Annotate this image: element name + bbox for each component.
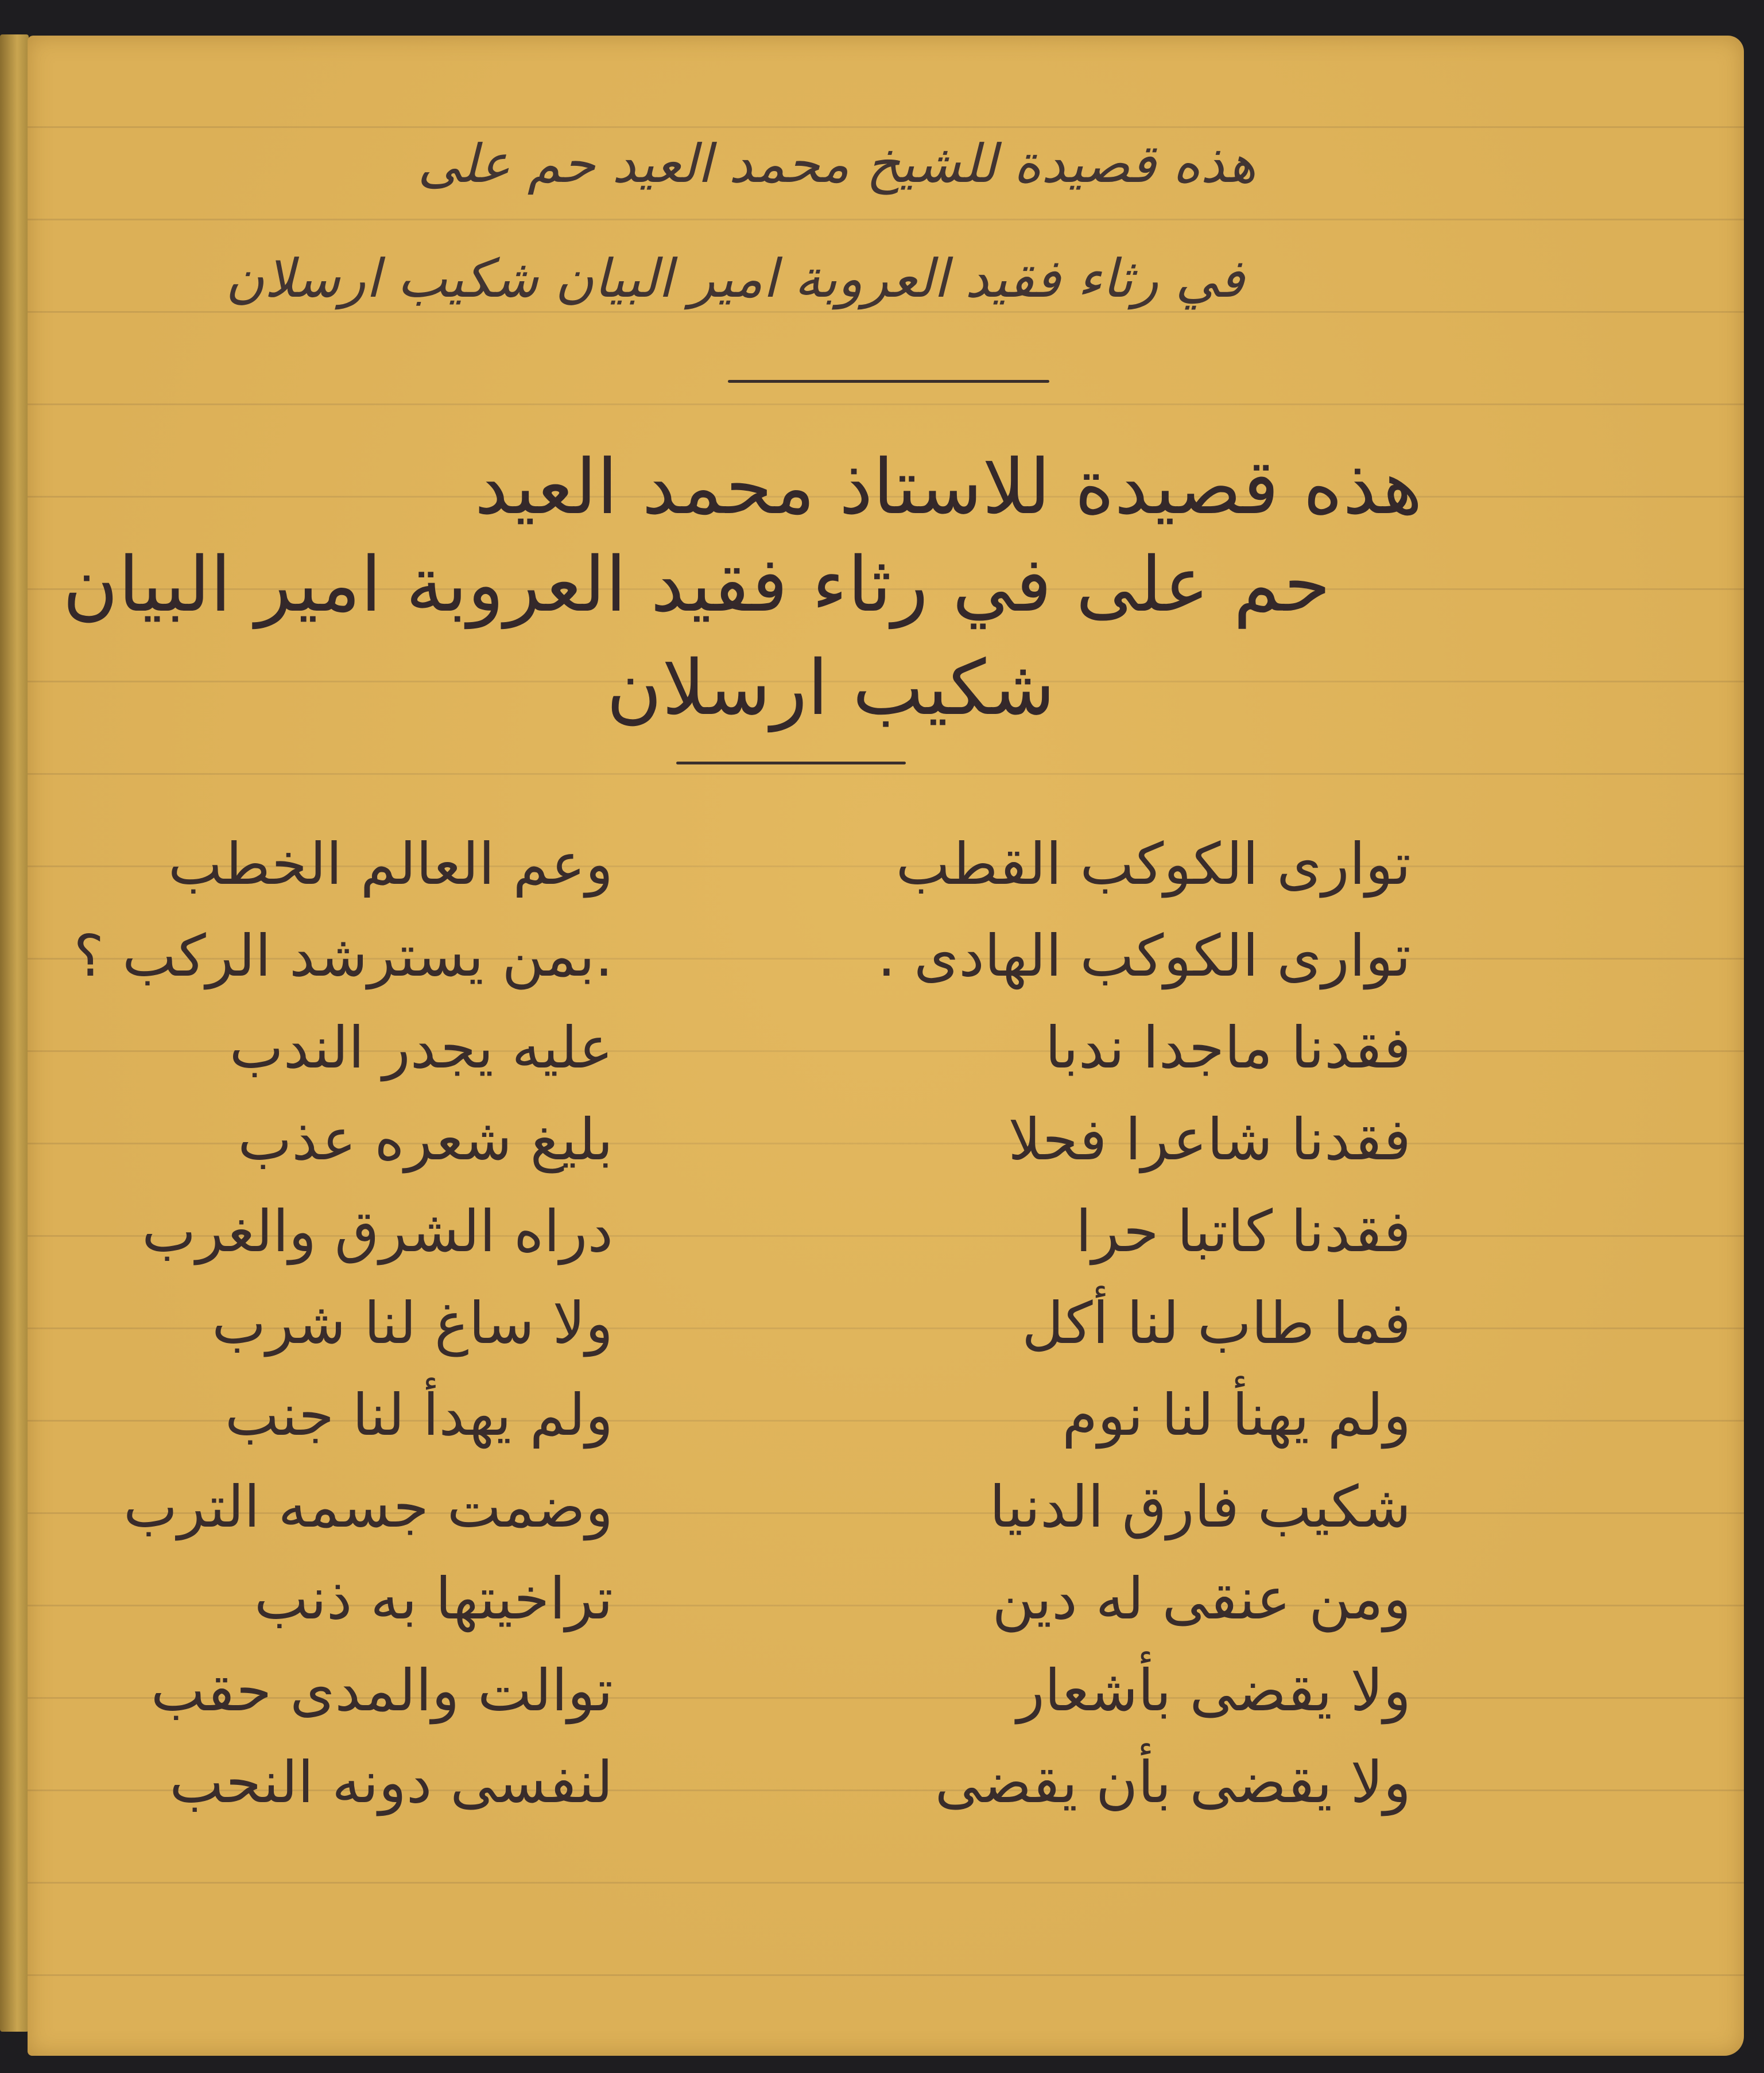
verse-right-hemistich: ولا يقضى بأن يقضى <box>935 1749 1411 1816</box>
title-line-2: حم على في رثاء فقيد العروبة امير البيان <box>63 541 1331 629</box>
verse-left-hemistich: بليغ شعره عذب <box>238 1106 613 1173</box>
verse-left-hemistich: عليه يجدر الندب <box>229 1014 613 1081</box>
verse-left-hemistich: ولم يهدأ لنا جنب <box>224 1381 613 1449</box>
title-line-3: شكيب ارسلان <box>606 644 1055 732</box>
verse-right-hemistich: ومن عنقى له دين <box>992 1565 1411 1632</box>
verse-left-hemistich: .بمن يسترشد الركب ؟ <box>73 922 613 989</box>
verse-right-hemistich: فقدنا ماجدا ندبا <box>1045 1014 1411 1081</box>
verse-left-hemistich: تراخيتها به ذنب <box>254 1565 613 1632</box>
notebook-page <box>28 36 1744 2056</box>
verse-right-hemistich: توارى الكوكب الهادى . <box>877 922 1411 989</box>
verse-left-hemistich: توالت والمدى حقب <box>150 1657 613 1724</box>
verse-right-hemistich: توارى الكوكب القطب <box>895 830 1411 898</box>
verse-right-hemistich: فقدنا كاتبا حرا <box>1075 1198 1411 1265</box>
verse-right-hemistich: فقدنا شاعرا فحلا <box>1008 1106 1411 1173</box>
verse-left-hemistich: وعم العالم الخطب <box>168 830 613 898</box>
title-line-1: هذه قصيدة للاستاذ محمد العيد <box>474 443 1422 531</box>
verse-right-hemistich: ولا يقضى بأشعار <box>1017 1657 1411 1724</box>
header-note-line-1: هذه قصيدة للشيخ محمد العيد حم على <box>417 133 1256 195</box>
verse-left-hemistich: وضمت جسمه الترب <box>123 1473 613 1540</box>
header-note-line-2: في رثاء فقيد العروبة امير البيان شكيب ارسلان <box>226 248 1245 309</box>
divider-rule-bottom <box>676 762 906 764</box>
divider-rule-top <box>728 380 1049 383</box>
adjacent-page-edge <box>0 34 29 2032</box>
verse-right-hemistich: شكيب فارق الدنيا <box>989 1473 1411 1540</box>
verse-right-hemistich: فما طاب لنا أكل <box>1022 1290 1411 1357</box>
verse-left-hemistich: دراه الشرق والغرب <box>142 1198 613 1265</box>
verse-right-hemistich: ولم يهنأ لنا نوم <box>1062 1381 1411 1449</box>
verse-left-hemistich: لنفسى دونه النحب <box>169 1749 613 1816</box>
verse-left-hemistich: ولا ساغ لنا شرب <box>212 1290 613 1357</box>
